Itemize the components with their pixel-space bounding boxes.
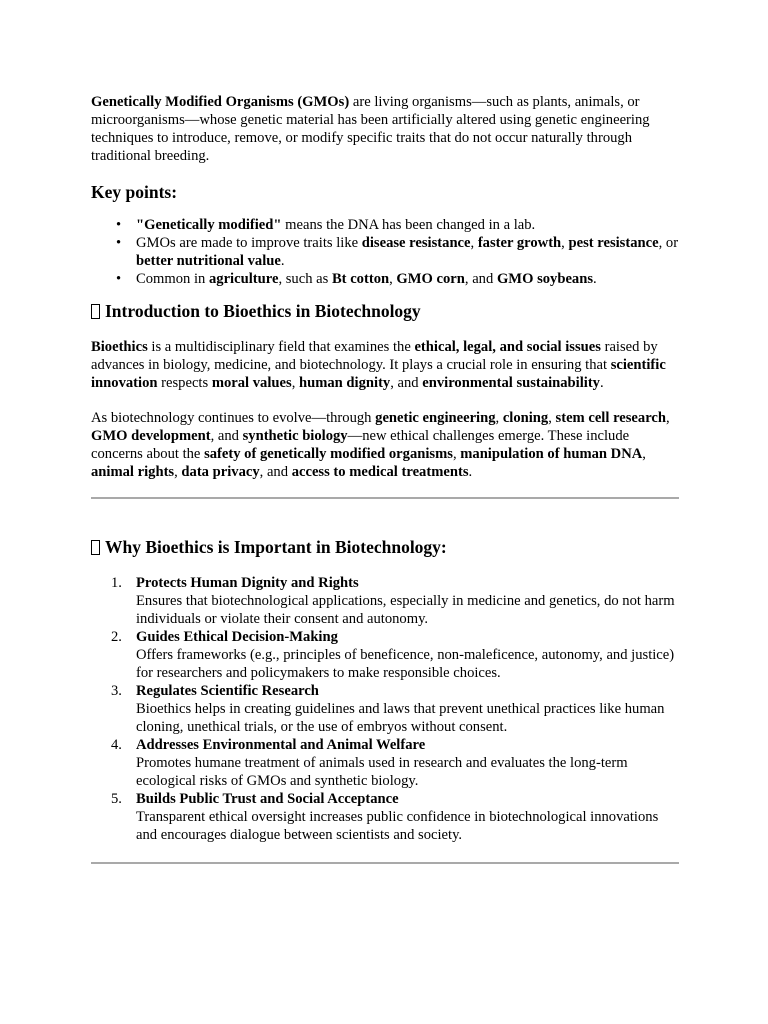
bold-term: stem cell research [555, 410, 667, 426]
bullet-icon: • [116, 217, 122, 233]
bold-term: disease resistance [361, 235, 471, 251]
divider [91, 862, 679, 864]
bold-term: better nutritional value [136, 253, 281, 269]
text-run: , [452, 446, 461, 462]
importance-item [111, 682, 679, 736]
bold-term: GMO soybeans [496, 271, 594, 287]
bullet-icon: • [116, 235, 122, 251]
bold-term: genetic engineering [375, 410, 496, 426]
item-number: 2. [111, 629, 122, 645]
text-run: Common in [136, 271, 209, 287]
importance-item [111, 574, 679, 628]
text-run: , such as [278, 271, 332, 287]
intro-text: are living organisms—such as plants, animals, or microorganisms—whose genetic material has been artificially altered using genetic engineering techniques to introduce, remove, or modify specific traits that do not occur naturally through traditional breeding. [91, 94, 650, 164]
section-heading-why-bioethics [91, 536, 679, 558]
text-run: , [389, 271, 397, 287]
text-run: —new ethical challenges emerge. These include concerns about the [91, 428, 630, 462]
item-title: Addresses Environmental and Animal Welfare [136, 737, 426, 753]
key-point-item [116, 216, 679, 234]
bold-term: environmental sustainability [422, 375, 600, 391]
bold-term: agriculture [208, 271, 279, 287]
key-point-item [116, 270, 679, 288]
text-run: raised by advances in biology, medicine, and biotechnology. It plays a crucial role in ensuring that [91, 339, 658, 373]
item-text: Ensures that biotechnological applications, especially in medicine and genetics, do not harm individuals or violate their consent and autonomy. [136, 593, 675, 627]
text-run: , [291, 375, 299, 391]
item-number: 1. [111, 575, 122, 591]
text-run: , or [658, 235, 679, 251]
text-run: , and [259, 464, 292, 480]
bold-term: animal rights [91, 464, 175, 480]
biotech-evolution-paragraph [91, 409, 679, 481]
section-heading-text: Introduction to Bioethics in Biotechnology [105, 301, 421, 321]
bold-term: manipulation of human DNA [460, 446, 643, 462]
text-run: is a multidisciplinary field that examines the [147, 339, 415, 355]
intro-term: Genetically Modified Organisms (GMOs) [91, 94, 350, 110]
item-text: Bioethics helps in creating guidelines and laws that prevent unethical practices like human cloning, unethical trials, or the use of embryos without consent. [136, 701, 665, 735]
text-run: , [174, 464, 182, 480]
section-heading-text: Why Bioethics is Important in Biotechnology: [105, 537, 447, 557]
missing-glyph-icon [91, 540, 100, 555]
importance-item [111, 628, 679, 682]
text-run: respects [157, 375, 212, 391]
text-run: . [593, 271, 597, 287]
text-run: , and [390, 375, 423, 391]
bold-term: GMO development [91, 428, 211, 444]
bullet-icon: • [116, 271, 122, 287]
bold-term: moral values [211, 375, 292, 391]
key-point-text [136, 217, 535, 233]
item-title: Guides Ethical Decision-Making [136, 629, 338, 645]
text-run: , [561, 235, 569, 251]
text-run: GMOs are made to improve traits like [136, 235, 362, 251]
key-point-text [136, 271, 597, 287]
item-text: Promotes humane treatment of animals used in research and evaluates the long-term ecological risks of GMOs and synthetic biology. [136, 755, 628, 789]
importance-list [91, 574, 679, 844]
document-content [91, 93, 679, 864]
key-point-item [116, 234, 679, 270]
item-title: Regulates Scientific Research [136, 683, 319, 699]
item-title: Protects Human Dignity and Rights [136, 575, 359, 591]
intro-paragraph [91, 93, 679, 165]
bold-term: safety of genetically modified organisms [204, 446, 453, 462]
bold-term: access to medical treatments [291, 464, 469, 480]
item-title: Builds Public Trust and Social Acceptance [136, 791, 399, 807]
text-run: , [495, 410, 503, 426]
bold-term: pest resistance [568, 235, 659, 251]
bold-term: Bt cotton [331, 271, 390, 287]
bold-term: Bioethics [91, 339, 148, 355]
text-run: means the DNA has been changed in a lab. [281, 217, 536, 233]
importance-item [111, 790, 679, 844]
importance-item [111, 736, 679, 790]
bold-term: faster growth [477, 235, 562, 251]
bold-term: "Genetically modified" [136, 217, 282, 233]
text-run: , and [464, 271, 497, 287]
text-run: , [470, 235, 478, 251]
bold-term: scientific innovation [91, 357, 666, 391]
bold-term: ethical, legal, and social issues [414, 339, 601, 355]
item-number: 4. [111, 737, 122, 753]
item-text: Transparent ethical oversight increases public confidence in biotechnological innovations and encourages dialogue between scientists and society. [136, 809, 659, 843]
text-run: . [599, 375, 604, 391]
key-point-text [136, 235, 678, 269]
item-number: 5. [111, 791, 122, 807]
bioethics-paragraph [91, 338, 679, 392]
bold-term: cloning [502, 410, 549, 426]
section-heading-intro-bioethics [91, 300, 679, 322]
text-run: . [280, 253, 285, 269]
bold-term: GMO corn [396, 271, 465, 287]
bold-term: synthetic biology [242, 428, 348, 444]
text-run: , and [210, 428, 243, 444]
text-run: . [468, 464, 473, 480]
bold-term: data privacy [181, 464, 260, 480]
item-number: 3. [111, 683, 122, 699]
bold-term: human dignity [298, 375, 391, 391]
key-points-heading: Key points: [91, 182, 178, 202]
text-run: , [642, 446, 646, 462]
text-run: As biotechnology continues to evolve—through [91, 410, 376, 426]
item-text: Offers frameworks (e.g., principles of beneficence, non-maleficence, autonomy, and justice) for researchers and policymakers to make responsible choices. [136, 647, 675, 681]
missing-glyph-icon [91, 304, 100, 319]
text-run: , [548, 410, 556, 426]
key-points-list [91, 216, 679, 288]
text-run: , [666, 410, 670, 426]
